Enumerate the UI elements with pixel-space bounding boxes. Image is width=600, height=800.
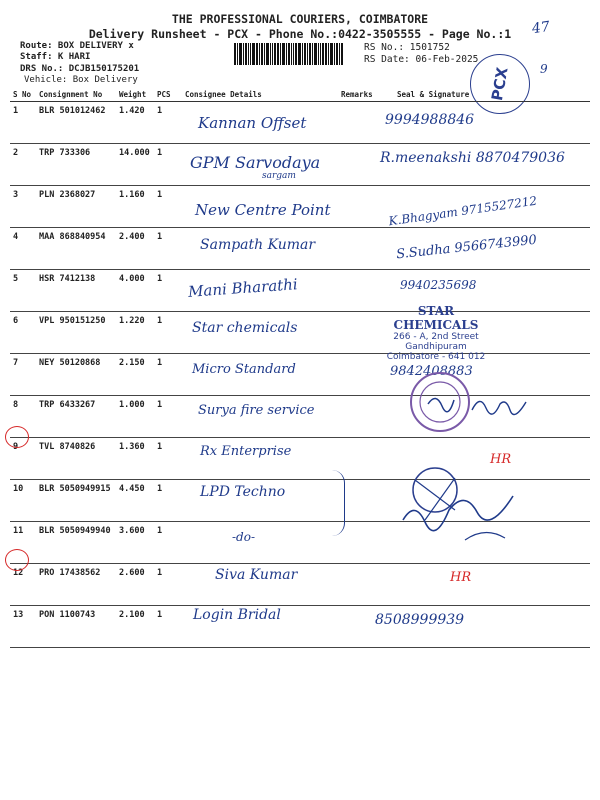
row-pcs: 1 <box>154 480 182 522</box>
consignee-handwritten: Siva Kumar <box>215 567 298 583</box>
signature: 9842408883 <box>390 364 473 379</box>
row-sno: 1 <box>10 102 36 144</box>
row-weight: 2.100 <box>116 606 154 648</box>
consignee-handwritten: LPD Techno <box>200 484 286 500</box>
row-weight: 1.160 <box>116 186 154 228</box>
route-label: Route: BOX DELIVERY x <box>20 41 134 51</box>
col-remarks: Remarks <box>338 88 394 102</box>
consignee-handwritten: Rx Enterprise <box>200 444 292 459</box>
staff-label: Staff: K HARI <box>20 52 91 62</box>
consignee-handwritten: Kannan Offset <box>198 114 307 132</box>
round-seal-stamp <box>408 370 472 434</box>
signature: K.Bhagyam 9715527212 <box>387 193 538 229</box>
signature: S.Sudha 9566743990 <box>395 232 538 263</box>
row-weight: 1.220 <box>116 312 154 354</box>
bracket-mark <box>332 470 345 536</box>
row-consignment: PRO 17438562 <box>36 564 116 606</box>
row-sno: 11 <box>10 522 36 564</box>
row-sno: 13 <box>10 606 36 648</box>
table-row <box>10 606 590 648</box>
row-pcs: 1 <box>154 522 182 564</box>
row-weight: 1.360 <box>116 438 154 480</box>
row-sno: 5 <box>10 270 36 312</box>
row-weight: 2.150 <box>116 354 154 396</box>
scribble-signature <box>470 390 530 420</box>
row-consignment: NEY 50120868 <box>36 354 116 396</box>
row-consignment: BLR 5050949915 <box>36 480 116 522</box>
col-weight: Weight <box>116 88 154 102</box>
row-consignment: TRP 733306 <box>36 144 116 186</box>
consignee-handwritten: Surya fire service <box>198 403 315 418</box>
table-header-row <box>10 88 590 102</box>
col-consignee: Consignee Details <box>182 88 338 102</box>
row-sno: 3 <box>10 186 36 228</box>
stamp-address: Gandhipuram <box>405 342 467 352</box>
row-weight: 1.000 <box>116 396 154 438</box>
row-consignment: PON 1100743 <box>36 606 116 648</box>
row-pcs: 1 <box>154 312 182 354</box>
row-pcs: 1 <box>154 228 182 270</box>
row-weight: 3.600 <box>116 522 154 564</box>
pcx-stamp-mark: 9 <box>540 62 548 76</box>
col-consignment: Consignment No <box>36 88 116 102</box>
col-sno: S No <box>10 88 36 102</box>
row-pcs: 1 <box>154 186 182 228</box>
runsheet-subtitle: Delivery Runsheet - PCX - Phone No.:0422-3505555 - Page No.:1 <box>88 27 512 41</box>
runsheet-table <box>10 88 590 648</box>
row-pcs: 1 <box>154 144 182 186</box>
drs-label: DRS No.: DCJB150175201 <box>20 64 140 74</box>
row-pcs: 1 <box>154 354 182 396</box>
table-row <box>10 270 590 312</box>
company-title: THE PROFESSIONAL COURIERS, COIMBATORE <box>171 12 429 26</box>
row-consignment: BLR 5050949940 <box>36 522 116 564</box>
stamp-address: 266 - A, 2nd Street <box>393 332 479 342</box>
red-circle-mark <box>5 426 29 448</box>
consignee-handwritten: GPM Sarvodaya <box>190 153 321 172</box>
row-sno: 9 <box>10 438 36 480</box>
consignee-handwritten: -do- <box>232 530 256 544</box>
row-sno: 6 <box>10 312 36 354</box>
row-consignment: MAA 868840954 <box>36 228 116 270</box>
barcode <box>234 43 356 65</box>
row-consignment: TVL 8740826 <box>36 438 116 480</box>
row-pcs: 1 <box>154 102 182 144</box>
stamp-company: STAR CHEMICALS <box>393 304 479 332</box>
consignee-handwritten: Login Bridal <box>193 607 281 623</box>
col-seal-signature: Seal & Signature <box>394 88 590 102</box>
consignee-handwritten-note: sargam <box>262 171 296 181</box>
signature: 8508999939 <box>375 612 465 628</box>
consignee-handwritten: Mani Bharathi <box>187 275 299 301</box>
signature: R.meenakshi 8870479036 <box>380 150 565 166</box>
hr-mark: HR <box>450 570 472 585</box>
pcx-stamp: PCX <box>470 54 530 114</box>
consignee-handwritten: Sampath Kumar <box>200 237 316 253</box>
row-consignment: TRP 6433267 <box>36 396 116 438</box>
row-weight: 4.450 <box>116 480 154 522</box>
row-pcs: 1 <box>154 606 182 648</box>
seal-signature-cluster <box>395 460 525 550</box>
signature: 9994988846 <box>385 112 475 128</box>
row-sno: 7 <box>10 354 36 396</box>
row-pcs: 1 <box>154 564 182 606</box>
red-circle-mark <box>5 549 29 571</box>
row-weight: 2.400 <box>116 228 154 270</box>
row-pcs: 1 <box>154 438 182 480</box>
row-consignment: PLN 2368027 <box>36 186 116 228</box>
row-consignment: VPL 950151250 <box>36 312 116 354</box>
row-weight: 2.600 <box>116 564 154 606</box>
row-weight: 14.000 <box>116 144 154 186</box>
row-pcs: 1 <box>154 270 182 312</box>
row-weight: 4.000 <box>116 270 154 312</box>
row-sno: 2 <box>10 144 36 186</box>
consignee-handwritten: Star chemicals <box>192 320 298 336</box>
hr-mark: HR <box>490 452 512 467</box>
page-handwritten-note: 47 <box>530 18 551 38</box>
row-sno: 8 <box>10 396 36 438</box>
row-sno: 10 <box>10 480 36 522</box>
row-consignment: BLR 501012462 <box>36 102 116 144</box>
row-sno: 12 <box>10 564 36 606</box>
table-row <box>10 312 590 354</box>
table-row <box>10 564 590 606</box>
consignee-handwritten: New Centre Point <box>195 201 331 219</box>
col-pcs: PCS <box>154 88 182 102</box>
row-sno: 4 <box>10 228 36 270</box>
row-consignment: HSR 7412138 <box>36 270 116 312</box>
signature: 9940235698 <box>400 278 477 292</box>
stamp-address: Coimbatore - 641 012 <box>386 352 486 362</box>
row-weight: 1.420 <box>116 102 154 144</box>
star-chemicals-stamp <box>376 304 496 362</box>
consignee-handwritten: Micro Standard <box>192 362 296 377</box>
row-pcs: 1 <box>154 396 182 438</box>
rs-number: RS No.: 1501752 <box>364 42 450 53</box>
vehicle-label: Vehicle: Box Delivery <box>24 75 138 85</box>
rs-date: RS Date: 06-Feb-2025 <box>364 54 479 65</box>
